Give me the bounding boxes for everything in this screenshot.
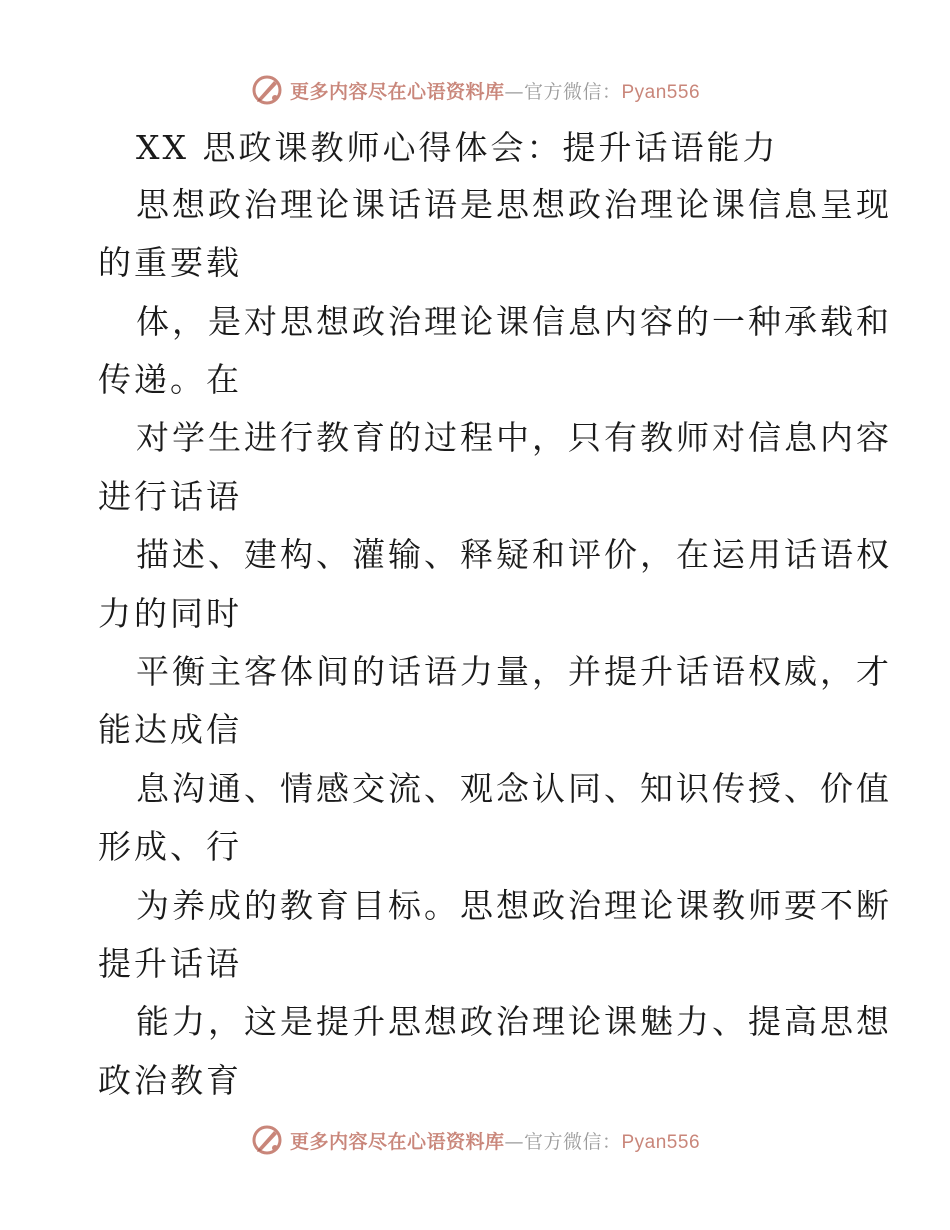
header-separator: —: [504, 80, 524, 103]
paragraph-line: 描述、建构、灌输、释疑和评价，在运用话语权: [136, 535, 892, 574]
paragraph-line: 进行话语: [98, 477, 242, 516]
paragraph-line: 提升话语: [98, 944, 242, 983]
paragraph-line: 形成、行: [98, 827, 242, 866]
header-banner: [0, 70, 950, 110]
paragraph-line: 平衡主客体间的话语力量，并提升话语权威，才: [136, 652, 892, 691]
footer-wechat-id: Pyan556: [621, 1131, 701, 1153]
paragraph-line: 能达成信: [98, 710, 242, 749]
header-brand: 更多内容尽在心语资料库: [289, 80, 505, 103]
header-wechat-id: Pyan556: [621, 81, 701, 103]
footer-banner-text: [290, 1127, 700, 1154]
footer-separator: —: [504, 1130, 524, 1153]
paragraph-line: 对学生进行教育的过程中，只有教师对信息内容: [136, 418, 892, 457]
paragraph-line: 思想政治理论课话语是思想政治理论课信息呈现: [136, 185, 892, 224]
document-title: XX 思政课教师心得体会：提升话语能力: [136, 128, 779, 167]
header-wechat-label: 官方微信：: [523, 80, 622, 103]
footer-brand: 更多内容尽在心语资料库: [289, 1130, 505, 1153]
footer-banner: [0, 1120, 950, 1160]
paragraph-line: 的重要载: [98, 243, 242, 282]
paragraph-line: 力的同时: [98, 594, 242, 633]
header-banner-text: [290, 77, 700, 104]
paragraph-line: 传递。在: [98, 360, 242, 399]
footer-wechat-label: 官方微信：: [523, 1130, 622, 1153]
paragraph-line: 能力，这是提升思想政治理论课魅力、提高思想: [136, 1002, 892, 1041]
paragraph-line: 为养成的教育目标。思想政治理论课教师要不断: [136, 886, 892, 925]
paragraph-line: 息沟通、情感交流、观念认同、知识传授、价值: [136, 769, 892, 808]
quill-pen-logo-icon: [250, 1123, 284, 1157]
paragraph-line: 体，是对思想政治理论课信息内容的一种承载和: [136, 302, 892, 341]
quill-pen-logo-icon: [250, 73, 284, 107]
paragraph-line: 政治教育: [98, 1061, 242, 1100]
